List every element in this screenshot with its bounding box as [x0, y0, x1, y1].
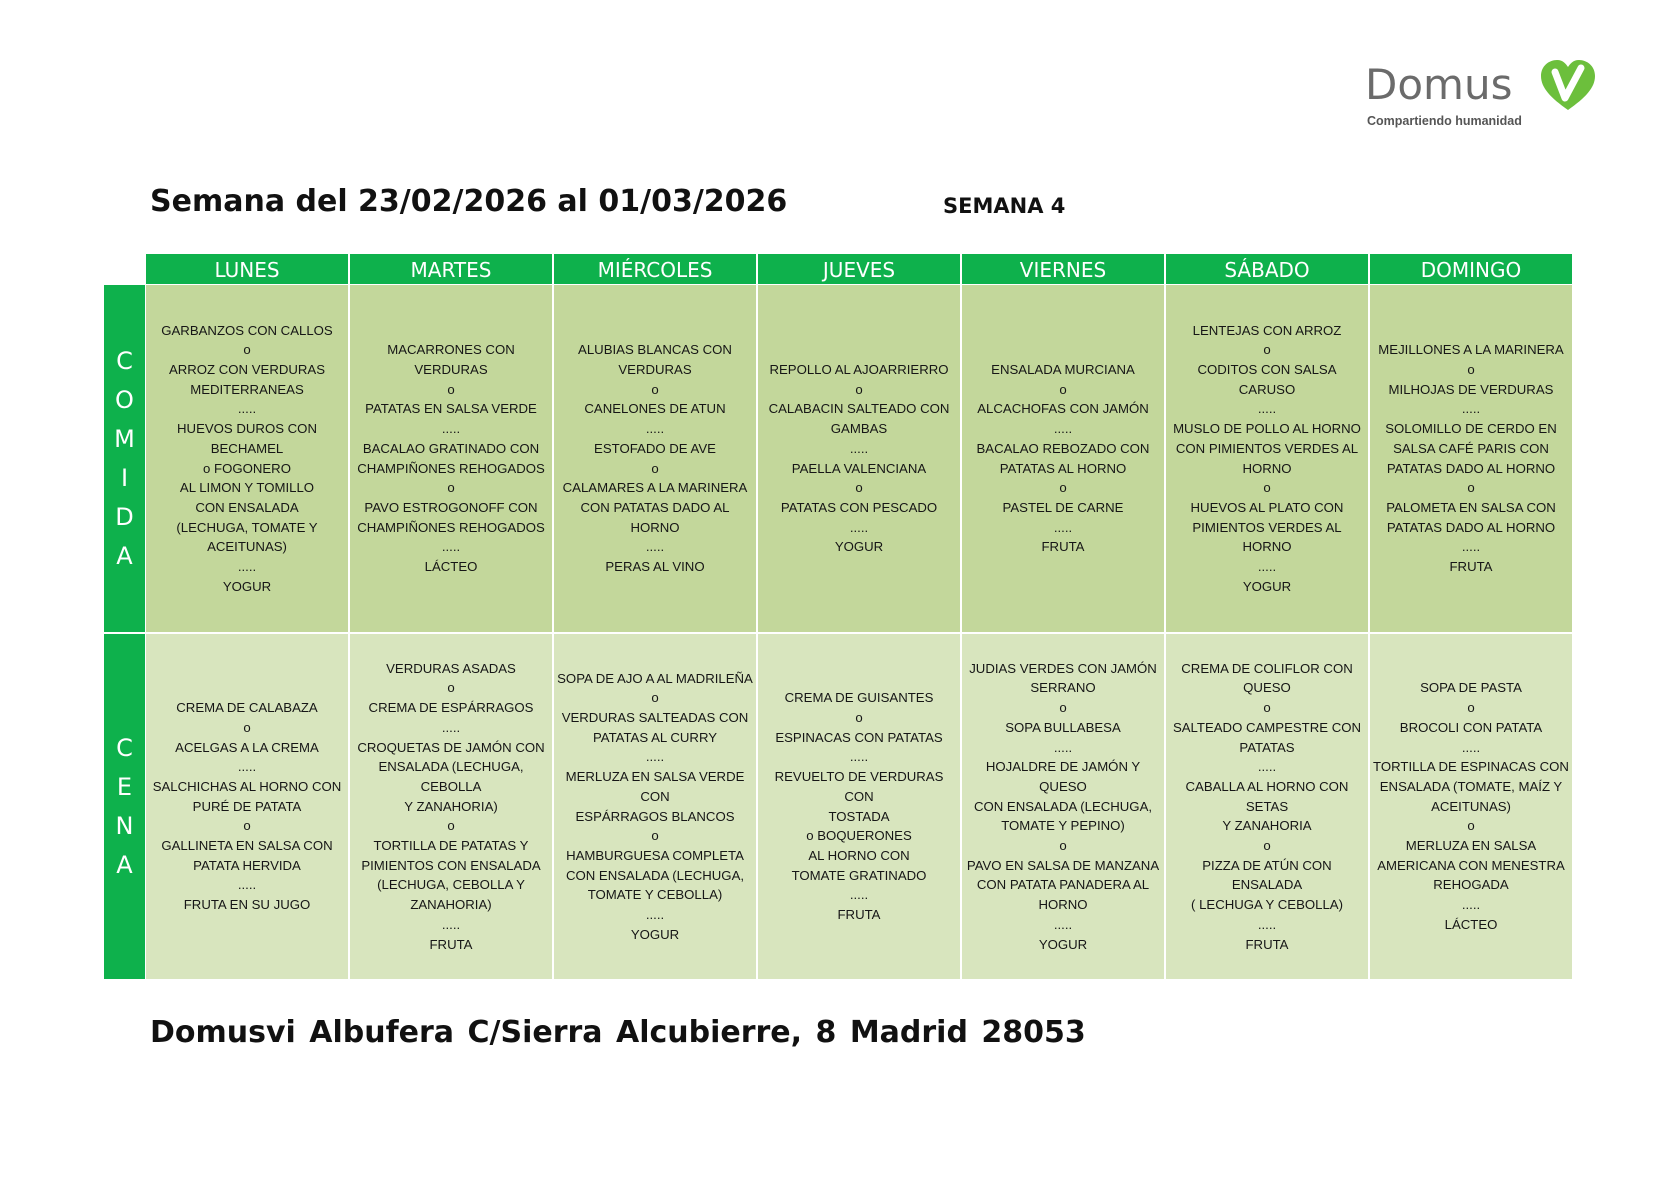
menu-line: YOGUR [1242, 578, 1292, 594]
menu-line: o [243, 818, 251, 834]
menu-line: ..... [1461, 739, 1481, 755]
menu-line: ..... [1461, 539, 1481, 555]
menu-line: o [855, 381, 863, 397]
menu-line: REPOLLO AL AJOARRIERRO [769, 361, 949, 377]
menu-line: ..... [1257, 916, 1277, 932]
menu-line: CANELONES DE ATUN [584, 401, 726, 417]
menu-line: ..... [1053, 739, 1073, 755]
menu-line: o [855, 480, 863, 496]
menu-line: ESPÁRRAGOS BLANCOS [575, 808, 735, 824]
day-header: MIÉRCOLES [554, 254, 756, 284]
menu-line: PERAS AL VINO [605, 559, 705, 575]
section-letter: I [120, 463, 129, 492]
menu-line: GARBANZOS CON CALLOS [161, 322, 333, 338]
menu-line: BACALAO REBOZADO CON [976, 440, 1150, 456]
domusvi-logo [1365, 58, 1595, 138]
page-title: Semana del 23/02/2026 al 01/03/2026 [150, 184, 788, 219]
menu-cell-comida-martes [350, 285, 552, 632]
menu-line: o [651, 381, 659, 397]
menu-line: o [651, 460, 659, 476]
menu-line: MEDITERRANEAS [190, 381, 304, 397]
menu-line: ( LECHUGA Y CEBOLLA) [1191, 897, 1343, 913]
menu-line: PAVO EN SALSA DE MANZANA [966, 857, 1160, 873]
menu-line: ENSALADA MURCIANA [991, 361, 1135, 377]
menu-line: o BOQUERONES [806, 828, 912, 844]
menu-line: CON PATATA PANADERA AL [976, 877, 1150, 893]
day-header: LUNES [146, 254, 348, 284]
menu-line: FRUTA [429, 936, 473, 952]
day-header: DOMINGO [1370, 254, 1572, 284]
day-header: SÁBADO [1166, 254, 1368, 284]
menu-items [965, 659, 1161, 955]
menu-line: CHAMPIÑONES REHOGADOS [357, 460, 545, 476]
menu-line: HUEVOS DUROS CON [177, 421, 317, 437]
footer-address: Domusvi Albufera C/Sierra Alcubierre, 8 Madrid 28053 [150, 1015, 1086, 1050]
menu-line: TOSTADA [828, 808, 890, 824]
menu-line: CON ENSALADA [195, 499, 299, 515]
menu-line: o [1059, 381, 1067, 397]
menu-items [353, 659, 549, 955]
menu-cell-comida-miércoles [554, 285, 756, 632]
menu-items [1169, 659, 1365, 955]
menu-line: YOGUR [1038, 936, 1088, 952]
menu-line: SALCHICHAS AL HORNO CON [152, 778, 342, 794]
menu-cell-cena-domingo [1370, 634, 1572, 979]
menu-line: ..... [645, 421, 665, 437]
menu-items [149, 698, 345, 915]
menu-line: LENTEJAS CON ARROZ [1192, 322, 1342, 338]
menu-line: ..... [1053, 421, 1073, 437]
menu-items [1373, 340, 1569, 576]
menu-line: HUEVOS AL PLATO CON [1190, 499, 1344, 515]
menu-line: ..... [237, 401, 257, 417]
menu-line: HORNO [1038, 897, 1088, 913]
menu-line: ..... [849, 519, 869, 535]
menu-line: SOPA DE AJO A AL MADRILEÑA [557, 670, 753, 686]
menu-line: o [447, 818, 455, 834]
menu-cell-cena-viernes [962, 634, 1164, 979]
menu-line: TOMATE Y PEPINO) [1001, 818, 1125, 834]
section-letter: O [115, 385, 134, 414]
menu-line: Y ZANAHORIA [1222, 818, 1312, 834]
logo-wordmark: Domus [1365, 60, 1513, 109]
menu-line: SOPA BULLABESA [1005, 719, 1121, 735]
menu-line: SERRANO [1030, 680, 1096, 696]
menu-line: o [1059, 838, 1067, 854]
menu-line: TOMATE Y CEBOLLA) [587, 887, 723, 903]
menu-line: ..... [237, 759, 257, 775]
menu-line: o [1263, 838, 1271, 854]
menu-line: CREMA DE GUISANTES [784, 690, 934, 706]
menu-line: Y ZANAHORIA) [404, 798, 498, 814]
menu-line: PATATAS DADO AL HORNO [1386, 460, 1556, 476]
menu-line: ..... [1053, 916, 1073, 932]
menu-line: o [855, 709, 863, 725]
logo-tagline: Compartiendo humanidad [1367, 114, 1522, 128]
menu-line: QUESO [1243, 680, 1291, 696]
menu-line: CREMA DE CALABAZA [176, 700, 318, 716]
section-label-comida [104, 285, 145, 632]
menu-line: o FOGONERO [203, 460, 291, 476]
menu-line: SOLOMILLO DE CERDO EN [1385, 421, 1557, 437]
menu-line: MUSLO DE POLLO AL HORNO [1173, 421, 1361, 437]
menu-line: PATATAS CON PESCADO [780, 499, 938, 515]
menu-line: o [651, 690, 659, 706]
menu-line: MEJILLONES A LA MARINERA [1378, 342, 1564, 358]
menu-line: o [243, 719, 251, 735]
menu-line: ..... [441, 539, 461, 555]
menu-line: TORTILLA DE ESPINACAS CON [1373, 759, 1569, 775]
menu-line: PATATAS EN SALSA VERDE [365, 401, 537, 417]
menu-line: CROQUETAS DE JAMÓN CON [357, 739, 545, 755]
menu-line: BROCOLI CON PATATA [1399, 719, 1543, 735]
section-letter: C [116, 733, 133, 762]
menu-line: PIMIENTOS CON ENSALADA [361, 857, 541, 873]
menu-line: o [1467, 818, 1475, 834]
menu-line: PATATA HERVIDA [193, 857, 301, 873]
menu-line: CHAMPIÑONES REHOGADOS [357, 519, 545, 535]
menu-line: VERDURAS [618, 361, 692, 377]
menu-line: CALABACIN SALTEADO CON [768, 401, 950, 417]
section-letter: E [116, 772, 133, 801]
menu-line: HORNO [1242, 460, 1292, 476]
menu-line: o [1059, 480, 1067, 496]
menu-line: AL HORNO CON [808, 847, 910, 863]
menu-line: BACALAO GRATINADO CON [362, 440, 540, 456]
menu-items [761, 360, 957, 557]
menu-line: ..... [441, 719, 461, 735]
week-label: SEMANA 4 [943, 194, 1066, 218]
menu-line: (LECHUGA, CEBOLLA Y [377, 877, 525, 893]
menu-line: AMERICANA CON MENESTRA [1377, 857, 1565, 873]
menu-line: YOGUR [222, 578, 272, 594]
menu-cell-comida-lunes [146, 285, 348, 632]
menu-line: TOMATE GRATINADO [791, 867, 927, 883]
menu-line: PATATAS AL HORNO [999, 460, 1127, 476]
menu-line: o [447, 381, 455, 397]
menu-line: ..... [1257, 759, 1277, 775]
menu-line: PATATAS AL CURRY [592, 729, 718, 745]
menu-line: ..... [1461, 401, 1481, 417]
menu-line: PAVO ESTROGONOFF CON [364, 499, 538, 515]
menu-cell-cena-martes [350, 634, 552, 979]
menu-line: SOPA DE PASTA [1420, 680, 1522, 696]
menu-line: ..... [645, 539, 665, 555]
menu-line: LÁCTEO [424, 559, 478, 575]
section-letter: A [116, 850, 133, 879]
menu-line: o [1263, 342, 1271, 358]
menu-line: HOJALDRE DE JAMÓN Y QUESO [985, 759, 1141, 794]
menu-line: ..... [1257, 401, 1277, 417]
menu-line: VERDURAS SALTEADAS CON [561, 709, 749, 725]
menu-cell-cena-miércoles [554, 634, 756, 979]
menu-items [353, 340, 549, 576]
menu-line: FRUTA [1041, 539, 1085, 555]
menu-line: ..... [441, 421, 461, 437]
menu-line: ..... [645, 907, 665, 923]
menu-line: PALOMETA EN SALSA CON [1386, 499, 1556, 515]
menu-line: PATATAS [1239, 739, 1295, 755]
menu-line: BECHAMEL [210, 440, 284, 456]
menu-line: PAELLA VALENCIANA [791, 460, 927, 476]
menu-line: ..... [237, 559, 257, 575]
menu-line: PURÉ DE PATATA [192, 798, 302, 814]
menu-line: AL LIMON Y TOMILLO [179, 480, 315, 496]
menu-line: ..... [237, 877, 257, 893]
menu-line: o [1467, 361, 1475, 377]
menu-line: REVUELTO DE VERDURAS CON [774, 769, 944, 804]
menu-line: JUDIAS VERDES CON JAMÓN [969, 660, 1157, 676]
menu-line: PIZZA DE ATÚN CON ENSALADA [1202, 857, 1332, 893]
menu-line: ..... [849, 887, 869, 903]
day-header: MARTES [350, 254, 552, 284]
menu-line: o [1263, 700, 1271, 716]
menu-line: CODITOS CON SALSA CARUSO [1197, 361, 1337, 397]
menu-line: CON PATATAS DADO AL HORNO [580, 499, 730, 535]
section-letter: N [115, 811, 134, 840]
menu-items [557, 340, 753, 576]
menu-line: LÁCTEO [1444, 916, 1498, 932]
section-letter: A [116, 541, 133, 570]
heart-leaf-icon [1537, 58, 1599, 114]
menu-line: o [1059, 700, 1067, 716]
menu-line: o [243, 342, 251, 358]
menu-line: o [447, 680, 455, 696]
menu-line: VERDURAS ASADAS [386, 660, 516, 676]
menu-cell-comida-sábado [1166, 285, 1368, 632]
menu-line: CREMA DE ESPÁRRAGOS [368, 700, 534, 716]
menu-items [965, 360, 1161, 557]
menu-line: SALSA CAFÉ PARIS CON [1393, 440, 1549, 456]
menu-line: ..... [645, 749, 665, 765]
menu-line: ..... [1461, 897, 1481, 913]
menu-line: REHOGADA [1433, 877, 1509, 893]
menu-line: ZANAHORIA) [410, 897, 492, 913]
menu-line: ACEITUNAS) [207, 539, 287, 555]
menu-line: FRUTA EN SU JUGO [183, 897, 311, 913]
menu-line: YOGUR [630, 926, 680, 942]
menu-items [1373, 678, 1569, 934]
menu-line: SALTEADO CAMPESTRE CON [1172, 719, 1362, 735]
menu-line: PIMIENTOS VERDES AL HORNO [1192, 519, 1342, 555]
menu-line: CON ENSALADA (LECHUGA, [973, 798, 1153, 814]
menu-line: MERLUZA EN SALSA [1405, 838, 1537, 854]
menu-line: ACEITUNAS) [1431, 798, 1511, 814]
day-header: JUEVES [758, 254, 960, 284]
menu-line: ..... [1257, 559, 1277, 575]
menu-line: o [651, 828, 659, 844]
menu-line: GALLINETA EN SALSA CON [161, 838, 333, 854]
menu-line: ..... [1053, 519, 1073, 535]
menu-line: YOGUR [834, 539, 884, 555]
section-letter: D [115, 502, 134, 531]
menu-line: ESPINACAS CON PATATAS [775, 729, 943, 745]
menu-line: ACELGAS A LA CREMA [175, 739, 319, 755]
menu-line: ENSALADA (TOMATE, MAÍZ Y [1379, 778, 1563, 794]
menu-line: PASTEL DE CARNE [1002, 499, 1124, 515]
menu-line: ALUBIAS BLANCAS CON [578, 342, 732, 358]
menu-line: ARROZ CON VERDURAS [168, 361, 326, 377]
menu-line: MILHOJAS DE VERDURAS [1388, 381, 1554, 397]
menu-cell-cena-sábado [1166, 634, 1368, 979]
section-letter: M [114, 424, 135, 453]
menu-cell-comida-viernes [962, 285, 1164, 632]
menu-line: FRUTA [1245, 936, 1289, 952]
menu-line: FRUTA [1449, 559, 1493, 575]
menu-line: ENSALADA (LECHUGA, CEBOLLA [378, 759, 524, 794]
menu-cell-cena-jueves [758, 634, 960, 979]
menu-line: CALAMARES A LA MARINERA [562, 480, 748, 496]
day-header: VIERNES [962, 254, 1164, 284]
menu-line: MACARRONES CON VERDURAS [387, 342, 515, 377]
menu-line: ..... [849, 749, 869, 765]
menu-line: ESTOFADO DE AVE [594, 440, 716, 456]
menu-line: CABALLA AL HORNO CON SETAS [1185, 778, 1349, 814]
menu-line: o [447, 480, 455, 496]
menu-line: o [1263, 480, 1271, 496]
menu-line: ..... [441, 916, 461, 932]
menu-line: (LECHUGA, TOMATE Y [176, 519, 318, 535]
menu-line: o [1467, 700, 1475, 716]
menu-items [557, 669, 753, 945]
section-label-cena [104, 634, 145, 979]
menu-line: CON PIMIENTOS VERDES AL [1175, 440, 1359, 456]
menu-items [149, 321, 345, 597]
menu-line: ..... [849, 440, 869, 456]
menu-line: HAMBURGUESA COMPLETA [566, 847, 744, 863]
menu-line: ALCACHOFAS CON JAMÓN [977, 401, 1149, 417]
menu-line: FRUTA [837, 907, 881, 923]
menu-line: CON ENSALADA (LECHUGA, [565, 867, 745, 883]
section-letter: C [116, 346, 133, 375]
menu-cell-comida-domingo [1370, 285, 1572, 632]
menu-line: GAMBAS [830, 421, 888, 437]
menu-items [761, 688, 957, 924]
menu-cell-comida-jueves [758, 285, 960, 632]
menu-cell-cena-lunes [146, 634, 348, 979]
menu-line: TORTILLA DE PATATAS Y [373, 838, 529, 854]
menu-line: o [1467, 480, 1475, 496]
menu-line: MERLUZA EN SALSA VERDE CON [565, 769, 745, 804]
menu-line: CREMA DE COLIFLOR CON [1181, 660, 1353, 676]
menu-line: PATATAS DADO AL HORNO [1386, 519, 1556, 535]
menu-items [1169, 321, 1365, 597]
